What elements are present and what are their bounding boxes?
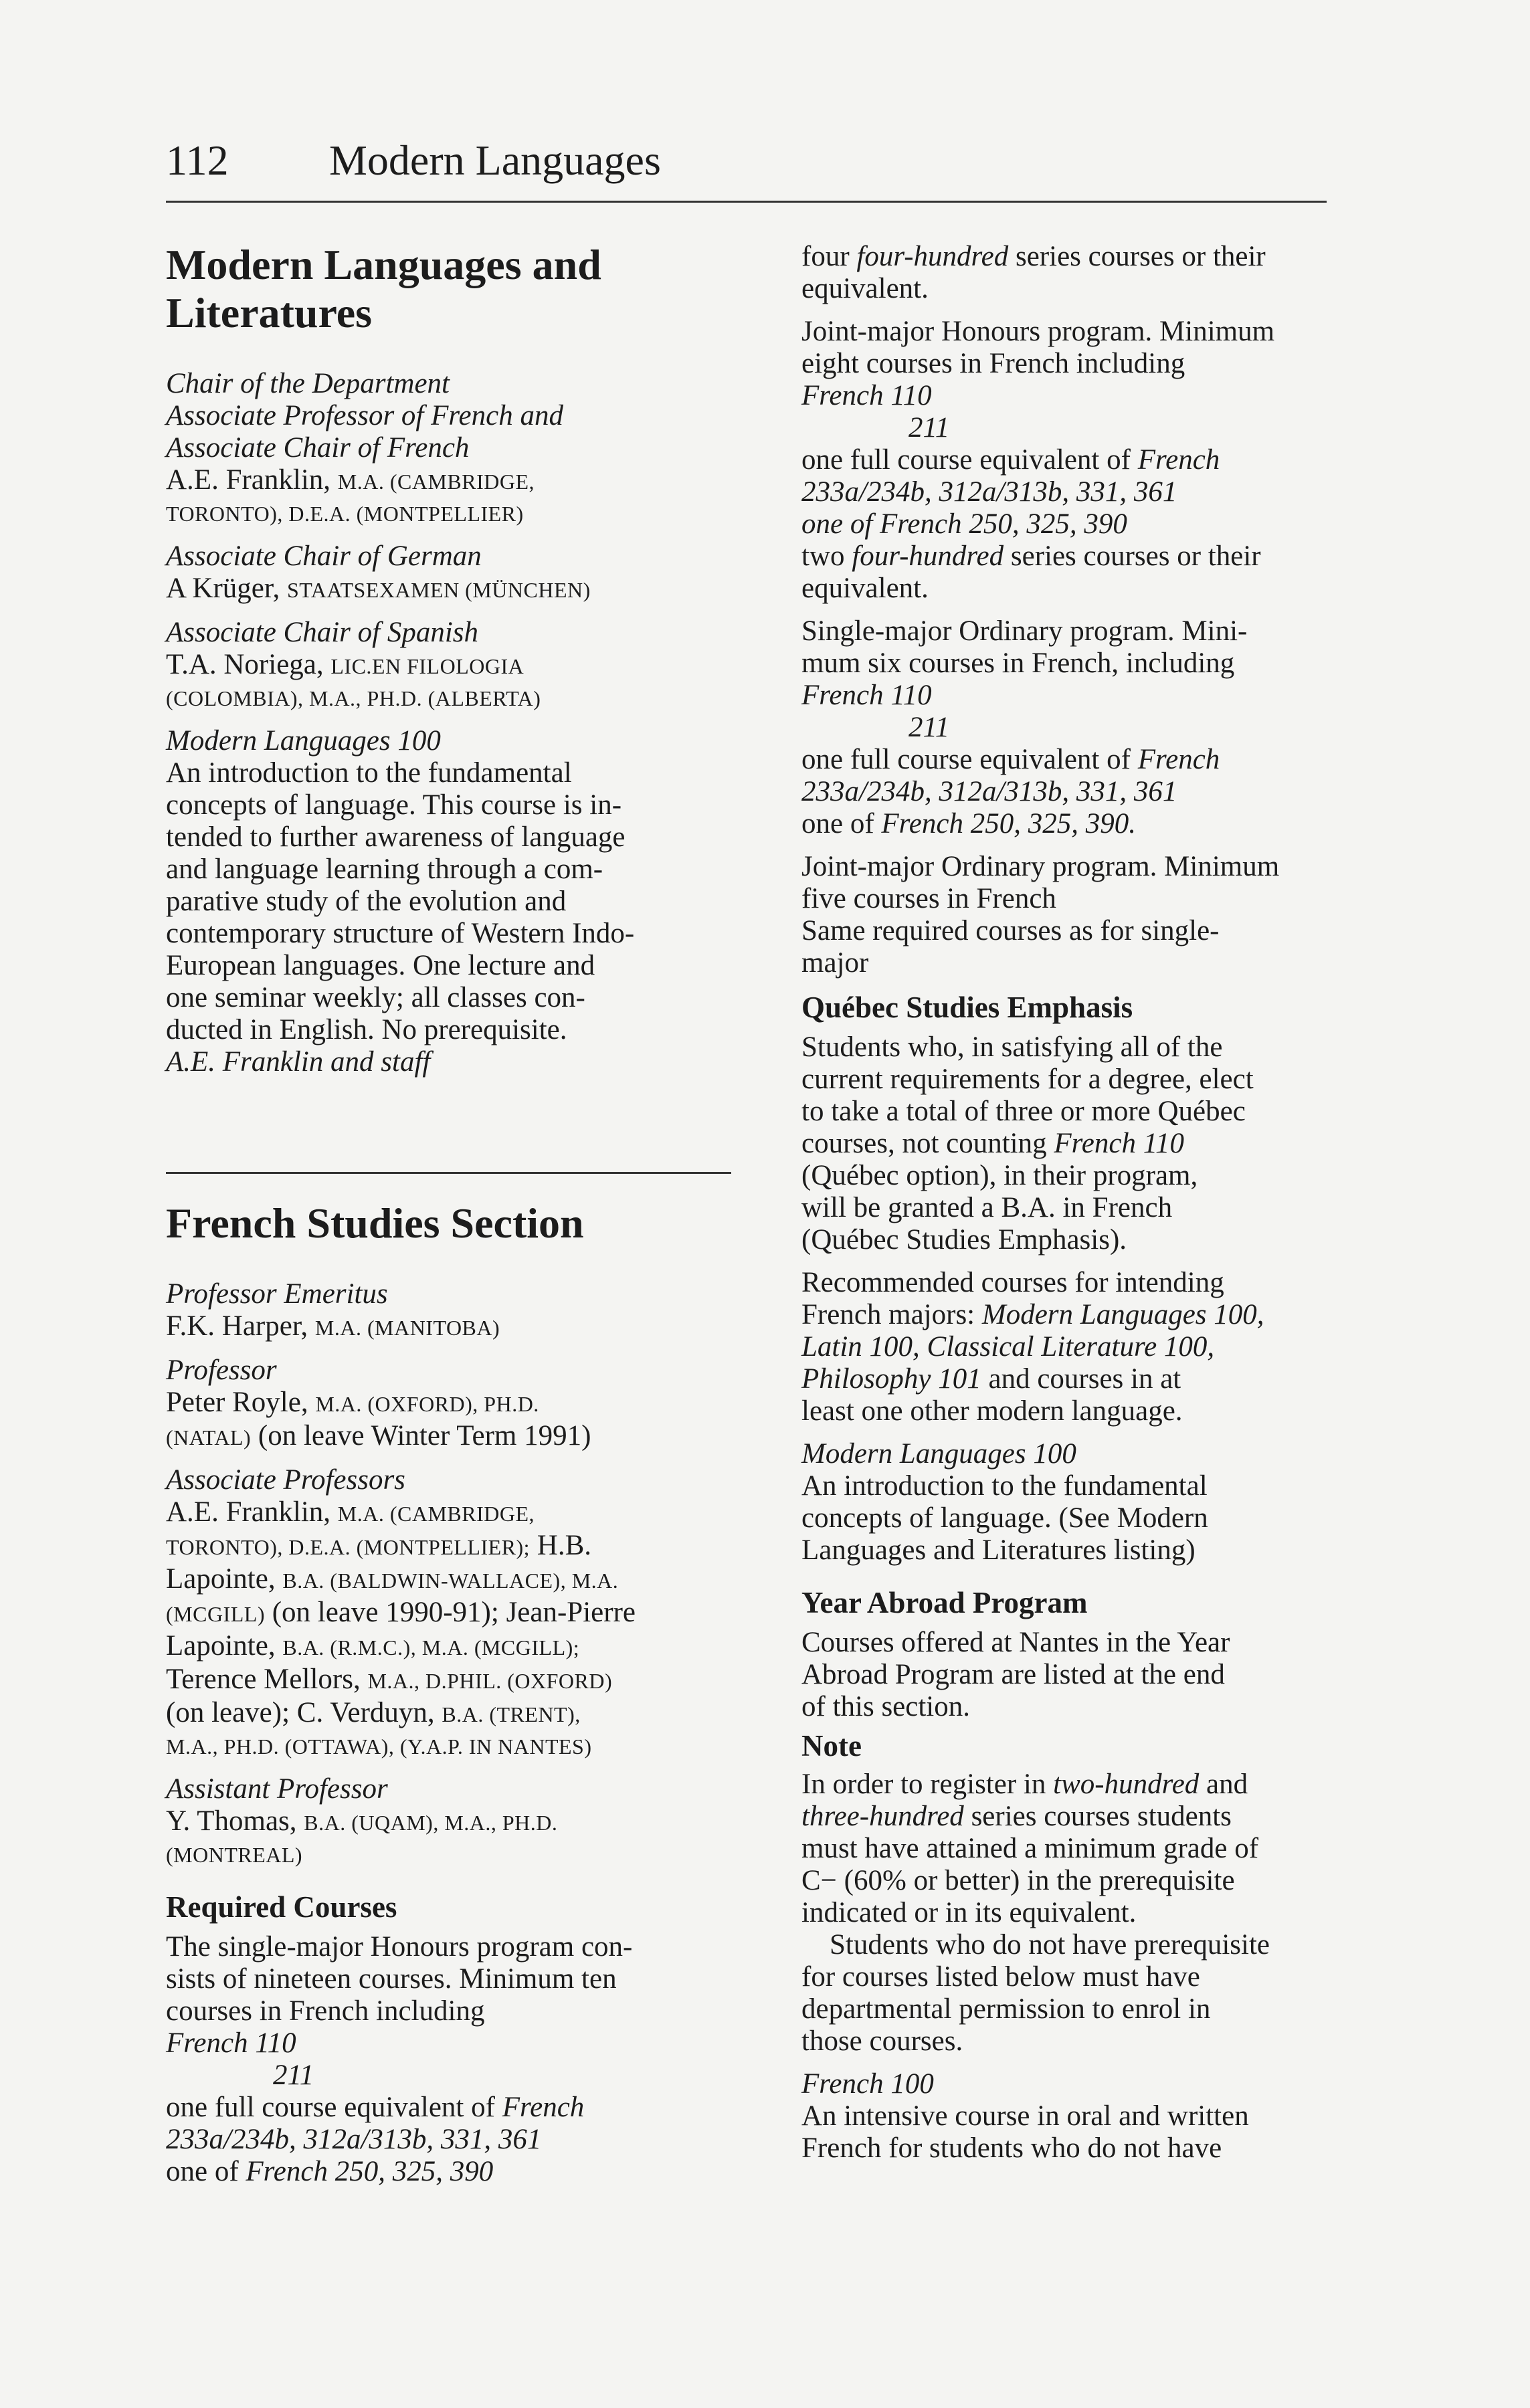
text: and courses in at (988, 1363, 1181, 1395)
faculty-name: F.K. Harper, (166, 1310, 308, 1342)
paragraph-line: mum six courses in French, including (801, 647, 1235, 679)
paragraph-line: Abroad Program are listed at the end (801, 1659, 1225, 1690)
text: one of (166, 2156, 239, 2187)
paragraph-line: eight courses in French including (801, 348, 1185, 379)
running-head-title: Modern Languages (329, 136, 661, 184)
course-code-list: 233a/234b, 312a/313b, 331, 361 (166, 2124, 542, 2155)
course-description-line: concepts of language. (See Modern (801, 1502, 1208, 1534)
paragraph-line (801, 1299, 1377, 1331)
paragraph-line (801, 241, 1377, 273)
course-description-line: ducted in English. No prerequisite. (166, 1014, 567, 1045)
running-head (166, 134, 1323, 187)
faculty-name: T.A. Noriega, (166, 649, 324, 680)
paragraph-line: equivalent. (801, 573, 929, 604)
paragraph-line: to take a total of three or more Québec (801, 1096, 1246, 1127)
faculty-degrees: B.A. (UQAM), M.A., PH.D. (304, 1811, 558, 1835)
course-description-line: contemporary structure of Western Indo- (166, 918, 635, 949)
paragraph-line: Single-major Ordinary program. Mini- (801, 615, 1248, 647)
faculty-leave: (on leave); C. Verduyn, (166, 1697, 435, 1728)
faculty-entry (166, 464, 731, 498)
faculty-entry (166, 649, 731, 682)
course-code-list: French 250, 325, 390. (881, 808, 1136, 839)
faculty-name: Peter Royle, (166, 1387, 308, 1418)
faculty-degrees: LIC.EN FILOLOGIA (330, 654, 524, 678)
paragraph-line (801, 808, 1377, 840)
faculty-entry (166, 1597, 731, 1630)
faculty-degrees: (COLOMBIA), M.A., PH.D. (ALBERTA) (166, 686, 541, 710)
paragraph-line: of this section. (801, 1691, 970, 1722)
faculty-name: A.E. Franklin, (166, 464, 331, 496)
paragraph-line: sists of nineteen courses. Minimum ten (166, 1963, 617, 1995)
faculty-entry (166, 1697, 731, 1730)
professor-title: Professor (166, 1354, 277, 1386)
faculty-degrees: M.A. (CAMBRIDGE, (337, 1502, 535, 1526)
course-description-line: Languages and Literatures listing) (801, 1534, 1196, 1566)
heading-line: Literatures (166, 289, 373, 336)
header-rule (166, 201, 1327, 203)
section-heading-french-studies: French Studies Section (166, 1199, 584, 1247)
faculty-entry (166, 1530, 731, 1563)
paragraph-line: The single-major Honours program con- (166, 1931, 633, 1963)
quebec-studies-heading: Québec Studies Emphasis (801, 991, 1133, 1024)
faculty-entry (166, 1496, 731, 1530)
paragraph-line: five courses in French (801, 883, 1056, 914)
heading-line: Modern Languages and (166, 241, 601, 288)
faculty-degrees: (MONTREAL) (166, 1843, 303, 1867)
course-code-list: Latin 100, Classical Literature 100, (801, 1331, 1215, 1363)
paragraph-line: courses in French including (166, 1995, 485, 2027)
course-title: Modern Languages 100 (166, 725, 441, 757)
paragraph-line (166, 2156, 731, 2188)
text-italic: three-hundred (801, 1801, 964, 1832)
text: courses, not counting (801, 1128, 1047, 1159)
course-description-line: An introduction to the fundamental (801, 1470, 1208, 1502)
faculty-degrees: M.A., PH.D. (OTTAWA), (Y.A.P. IN NANTES) (166, 1734, 592, 1759)
faculty-name: Lapointe, (166, 1630, 276, 1662)
section-heading-modern-languages (166, 241, 731, 337)
course-code-list: French 250, 325, 390 (246, 2156, 494, 2187)
paragraph-line: (Québec option), in their program, (801, 1160, 1198, 1191)
text: In order to register in (801, 1769, 1046, 1800)
paragraph-line (801, 1363, 1377, 1395)
faculty-degrees: B.A. (R.M.C.), M.A. (MCGILL); (282, 1635, 580, 1660)
course-code-list: 233a/234b, 312a/313b, 331, 361 (801, 476, 1177, 508)
faculty-entry (166, 1563, 731, 1597)
paragraph-line: departmental permission to enrol in (801, 1993, 1211, 2025)
required-courses-heading: Required Courses (166, 1890, 397, 1924)
paragraph-line: Joint-major Honours program. Minimum (801, 316, 1275, 347)
faculty-entry (166, 1310, 731, 1344)
text: one full course equivalent of (801, 444, 1131, 476)
associate-professors-title: Associate Professors (166, 1464, 405, 1496)
text-italic: four-hundred (852, 540, 1004, 572)
text-italic: four-hundred (856, 241, 1009, 272)
paragraph-line: equivalent. (801, 273, 929, 304)
text: and (1206, 1769, 1248, 1800)
course-code: 211 (273, 2060, 314, 2091)
chair-title: Chair of the Department (166, 368, 450, 399)
course-description-line: European languages. One lecture and (166, 950, 595, 981)
faculty-entry (166, 1805, 731, 1839)
course-description-line: French for students who do not have (801, 2132, 1222, 2164)
course-code: French 110 (166, 2027, 296, 2059)
text: series courses or their (1010, 540, 1261, 572)
text-italic: two-hundred (1053, 1769, 1200, 1800)
spanish-chair-title: Associate Chair of Spanish (166, 617, 479, 648)
faculty-entry (166, 573, 731, 606)
assoc-french-title: Associate Chair of French (166, 432, 470, 464)
course-description-line: An intensive course in oral and written (801, 2100, 1249, 2132)
paragraph-line: Joint-major Ordinary program. Minimum (801, 851, 1280, 882)
faculty-entry (166, 1630, 731, 1664)
assoc-french-title: Associate Professor of French and (166, 400, 563, 431)
faculty-degrees: (NATAL) (166, 1425, 252, 1449)
course-code: 211 (909, 712, 950, 743)
paragraph-line (801, 540, 1377, 573)
right-column (801, 241, 1377, 2165)
faculty-degrees: M.A. (CAMBRIDGE, (337, 470, 535, 494)
faculty-entry (166, 1420, 731, 1453)
paragraph-line: will be granted a B.A. in French (801, 1192, 1173, 1223)
course-code-list: Modern Languages 100, (981, 1299, 1264, 1330)
course-code: 211 (909, 412, 950, 443)
course-subject: French (1137, 744, 1220, 775)
paragraph-line: for courses listed below must have (801, 1961, 1200, 1993)
course-code: Philosophy 101 (801, 1363, 981, 1395)
faculty-degrees: (MCGILL) (166, 1602, 265, 1626)
paragraph-line: indicated or in its equivalent. (801, 1897, 1137, 1928)
paragraph-line (801, 744, 1377, 776)
text: French majors: (801, 1299, 975, 1330)
faculty-name: H.B. (537, 1530, 592, 1561)
faculty-name: Terence Mellors, (166, 1664, 361, 1695)
left-column (166, 241, 731, 2188)
faculty-leave: (on leave Winter Term 1991) (258, 1420, 591, 1451)
faculty-degrees: TORONTO), D.E.A. (MONTPELLIER) (166, 502, 524, 526)
text: one full course equivalent of (166, 2092, 495, 2123)
paragraph-line: current requirements for a degree, elect (801, 1064, 1254, 1095)
course-description-line: An introduction to the fundamental (166, 757, 572, 789)
faculty-degrees: M.A. (MANITOBA) (314, 1316, 500, 1340)
paragraph-line (801, 1769, 1377, 1801)
faculty-entry (166, 1664, 731, 1697)
course-description-line: one seminar weekly; all classes con- (166, 982, 585, 1013)
text: one full course equivalent of (801, 744, 1131, 775)
course-title: French 100 (801, 2068, 934, 2100)
paragraph-line (801, 1801, 1377, 1833)
paragraph-line (801, 444, 1377, 476)
course-description-line: parative study of the evolution and (166, 886, 567, 917)
faculty-entry (166, 1387, 731, 1420)
page-number: 112 (166, 136, 229, 184)
paragraph-line: C− (60% or better) in the prerequisite (801, 1865, 1235, 1896)
course-code: French 110 (801, 680, 932, 711)
assistant-professor-title: Assistant Professor (166, 1773, 388, 1805)
paragraph-line: Students who do not have prerequisite (830, 1929, 1270, 1961)
faculty-degrees: B.A. (TRENT), (442, 1702, 581, 1726)
course-code: French 110 (801, 380, 932, 411)
faculty-leave: (on leave 1990-91); Jean-Pierre (272, 1597, 636, 1628)
text: two (801, 540, 845, 572)
course-instructor: A.E. Franklin and staff (166, 1046, 431, 1078)
text: series courses or their (1016, 241, 1266, 272)
text: one of (801, 808, 874, 839)
faculty-degrees: M.A. (OXFORD), PH.D. (315, 1392, 539, 1416)
text: series courses students (971, 1801, 1232, 1832)
paragraph-line: Recommended courses for intending (801, 1267, 1224, 1298)
paragraph-line: must have attained a minimum grade of (801, 1833, 1259, 1864)
faculty-name: A.E. Franklin, (166, 1496, 331, 1528)
paragraph-line (166, 2092, 731, 2124)
faculty-degrees: B.A. (BALDWIN-WALLACE), M.A. (282, 1569, 619, 1593)
course-code: French 110 (1054, 1128, 1185, 1159)
paragraph-line: Same required courses as for single- (801, 915, 1220, 946)
course-description-line: and language learning through a com- (166, 854, 603, 885)
paragraph-line (801, 1128, 1377, 1160)
german-chair-title: Associate Chair of German (166, 540, 482, 572)
course-code-list: one of French 250, 325, 390 (801, 508, 1127, 540)
course-description-line: concepts of language. This course is in- (166, 789, 622, 821)
course-subject: French (1137, 444, 1220, 476)
faculty-degrees: M.A., D.PHIL. (OXFORD) (367, 1669, 613, 1693)
faculty-name: Y. Thomas, (166, 1805, 297, 1837)
note-heading: Note (801, 1729, 862, 1763)
paragraph-line: Courses offered at Nantes in the Year (801, 1627, 1230, 1658)
course-description-line: tended to further awareness of language (166, 821, 626, 853)
faculty-degrees: STAATSEXAMEN (MÜNCHEN) (287, 578, 591, 602)
paragraph-line: major (801, 947, 869, 979)
faculty-name: A Krüger, (166, 573, 280, 604)
faculty-degrees: TORONTO), D.E.A. (MONTPELLIER); (166, 1535, 531, 1559)
paragraph-line: those courses. (801, 2025, 963, 2057)
course-code-list: 233a/234b, 312a/313b, 331, 361 (801, 776, 1177, 807)
faculty-name: Lapointe, (166, 1563, 276, 1595)
course-subject: French (502, 2092, 585, 2123)
emeritus-title: Professor Emeritus (166, 1278, 388, 1310)
text: four (801, 241, 850, 272)
paragraph-line: least one other modern language. (801, 1395, 1183, 1427)
paragraph-line: Students who, in satisfying all of the (801, 1031, 1223, 1063)
paragraph-line: (Québec Studies Emphasis). (801, 1224, 1127, 1256)
year-abroad-heading: Year Abroad Program (801, 1586, 1088, 1619)
course-title: Modern Languages 100 (801, 1438, 1076, 1470)
